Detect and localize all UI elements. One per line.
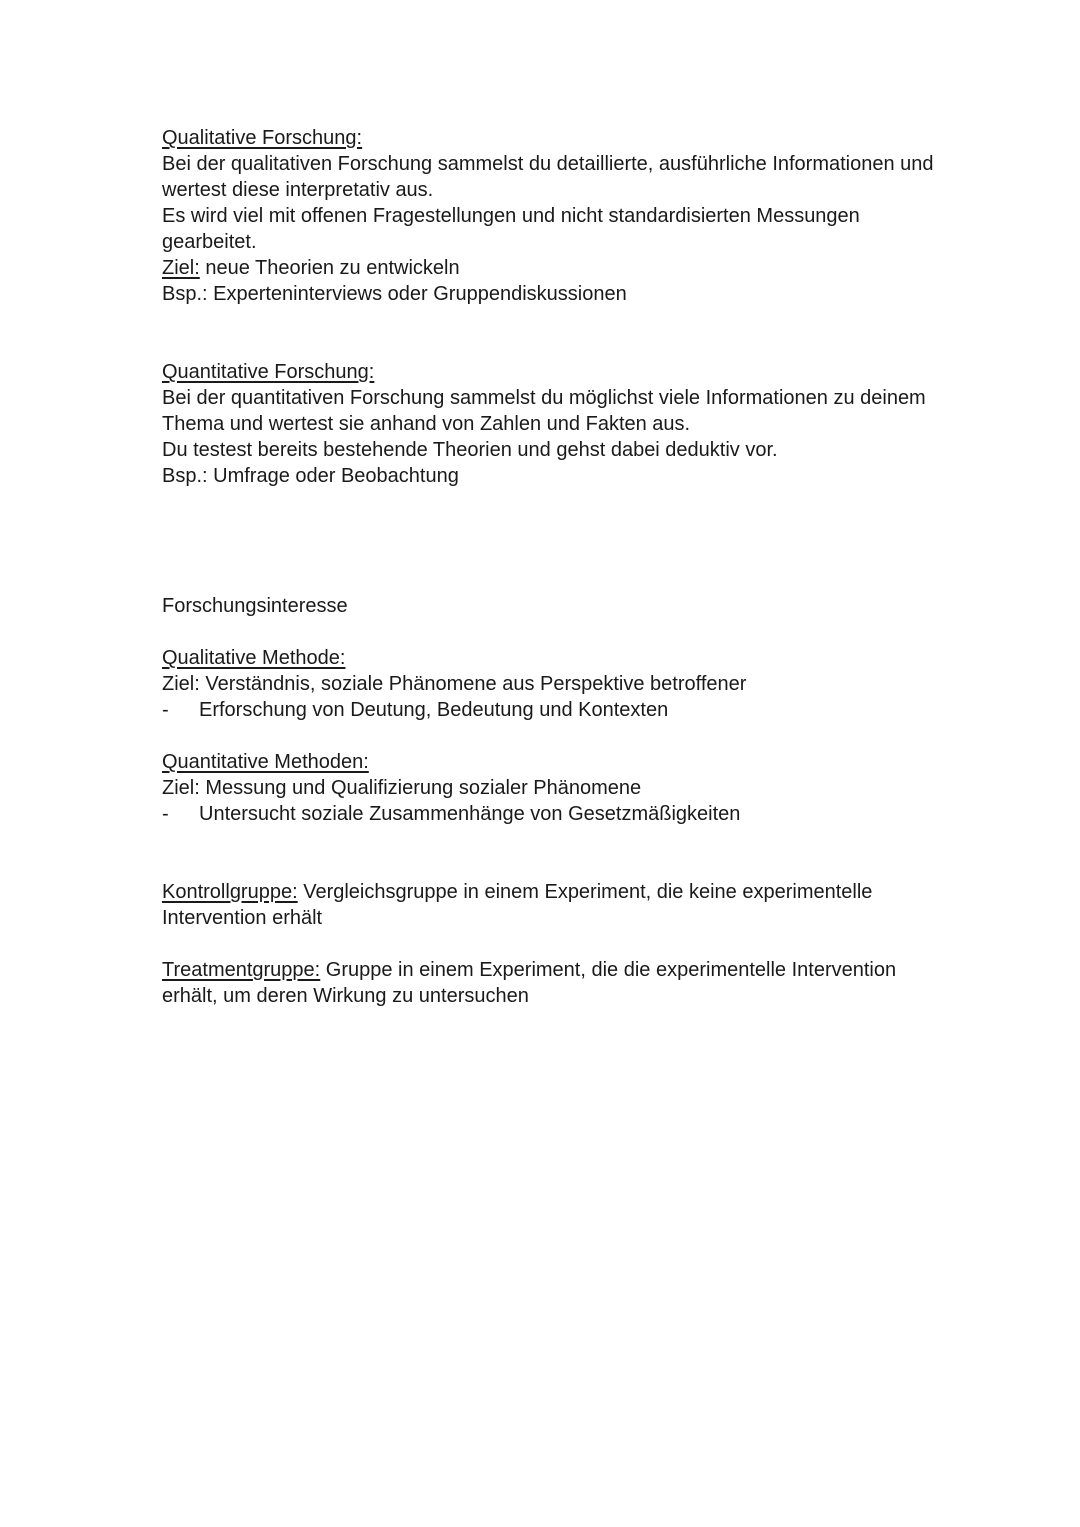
bullet-line: - Untersucht soziale Zusammenhänge von Gesetzmäßigkeiten (162, 803, 741, 825)
bullet-dash: - (162, 699, 169, 721)
text-line: Bei der quantitativen Forschung sammelst du möglichst viele Informationen zu deinem (162, 387, 926, 409)
heading-quantitative-forschung (162, 359, 1060, 385)
text-line-ziel: Ziel: Messung und Qualifizierung sozialer Phänomene (162, 777, 642, 799)
text-line-bsp: Bsp.: Experteninterviews oder Gruppendiskussionen (162, 283, 627, 305)
heading-forschungsinteresse: Forschungsinteresse (162, 595, 348, 617)
section-qualitative-methode (162, 645, 1060, 723)
underlined-heading-text: Quantitative Methoden: (162, 751, 369, 773)
heading-qualitative-methode (162, 645, 1060, 671)
definition-kontrollgruppe: Kontrollgruppe: Vergleichsgruppe in einem Experiment, die keine experimentelle (162, 881, 873, 903)
document-content (162, 125, 1060, 1009)
underlined-term-kontrollgruppe: Kontrollgruppe: (162, 881, 298, 903)
bullet-dash: - (162, 803, 169, 825)
text-line-bsp: Bsp.: Umfrage oder Beobachtung (162, 465, 459, 487)
heading-qualitative-forschung (162, 125, 1060, 151)
underlined-heading-text: Qualitative Forschung: (162, 127, 363, 149)
text-line: Du testest bereits bestehende Theorien und gehst dabei deduktiv vor. (162, 439, 778, 461)
section-quantitative-methoden (162, 749, 1060, 827)
underlined-term-treatmentgruppe: Treatmentgruppe: (162, 959, 321, 981)
underlined-label-ziel: Ziel: (162, 257, 200, 279)
text-line: Thema und wertest sie anhand von Zahlen und Fakten aus. (162, 413, 691, 435)
section-quantitative-forschung (162, 359, 1060, 489)
section-kontrollgruppe (162, 879, 1060, 931)
section-forschungsinteresse (162, 593, 1060, 619)
section-qualitative-forschung (162, 125, 1060, 307)
text-line: erhält, um deren Wirkung zu untersuchen (162, 985, 529, 1007)
text-line: Intervention erhält (162, 907, 323, 929)
text-line-ziel: Ziel: neue Theorien zu entwickeln (162, 257, 460, 279)
text-line: wertest diese interpretativ aus. (162, 179, 434, 201)
text-line: Bei der qualitativen Forschung sammelst du detaillierte, ausführliche Informationen und (162, 153, 934, 175)
bullet-line: - Erforschung von Deutung, Bedeutung und Kontexten (162, 699, 669, 721)
heading-quantitative-methoden (162, 749, 1060, 775)
text-line: Es wird viel mit offenen Fragestellungen und nicht standardisierten Messungen (162, 205, 860, 227)
text-line: gearbeitet. (162, 231, 257, 253)
underlined-heading-text: Qualitative Methode: (162, 647, 346, 669)
section-treatmentgruppe (162, 957, 1060, 1009)
text-line-ziel: Ziel: Verständnis, soziale Phänomene aus Perspektive betroffener (162, 673, 747, 695)
definition-treatmentgruppe: Treatmentgruppe: Gruppe in einem Experiment, die die experimentelle Intervention (162, 959, 897, 981)
underlined-heading-text: Quantitative Forschung: (162, 361, 375, 383)
